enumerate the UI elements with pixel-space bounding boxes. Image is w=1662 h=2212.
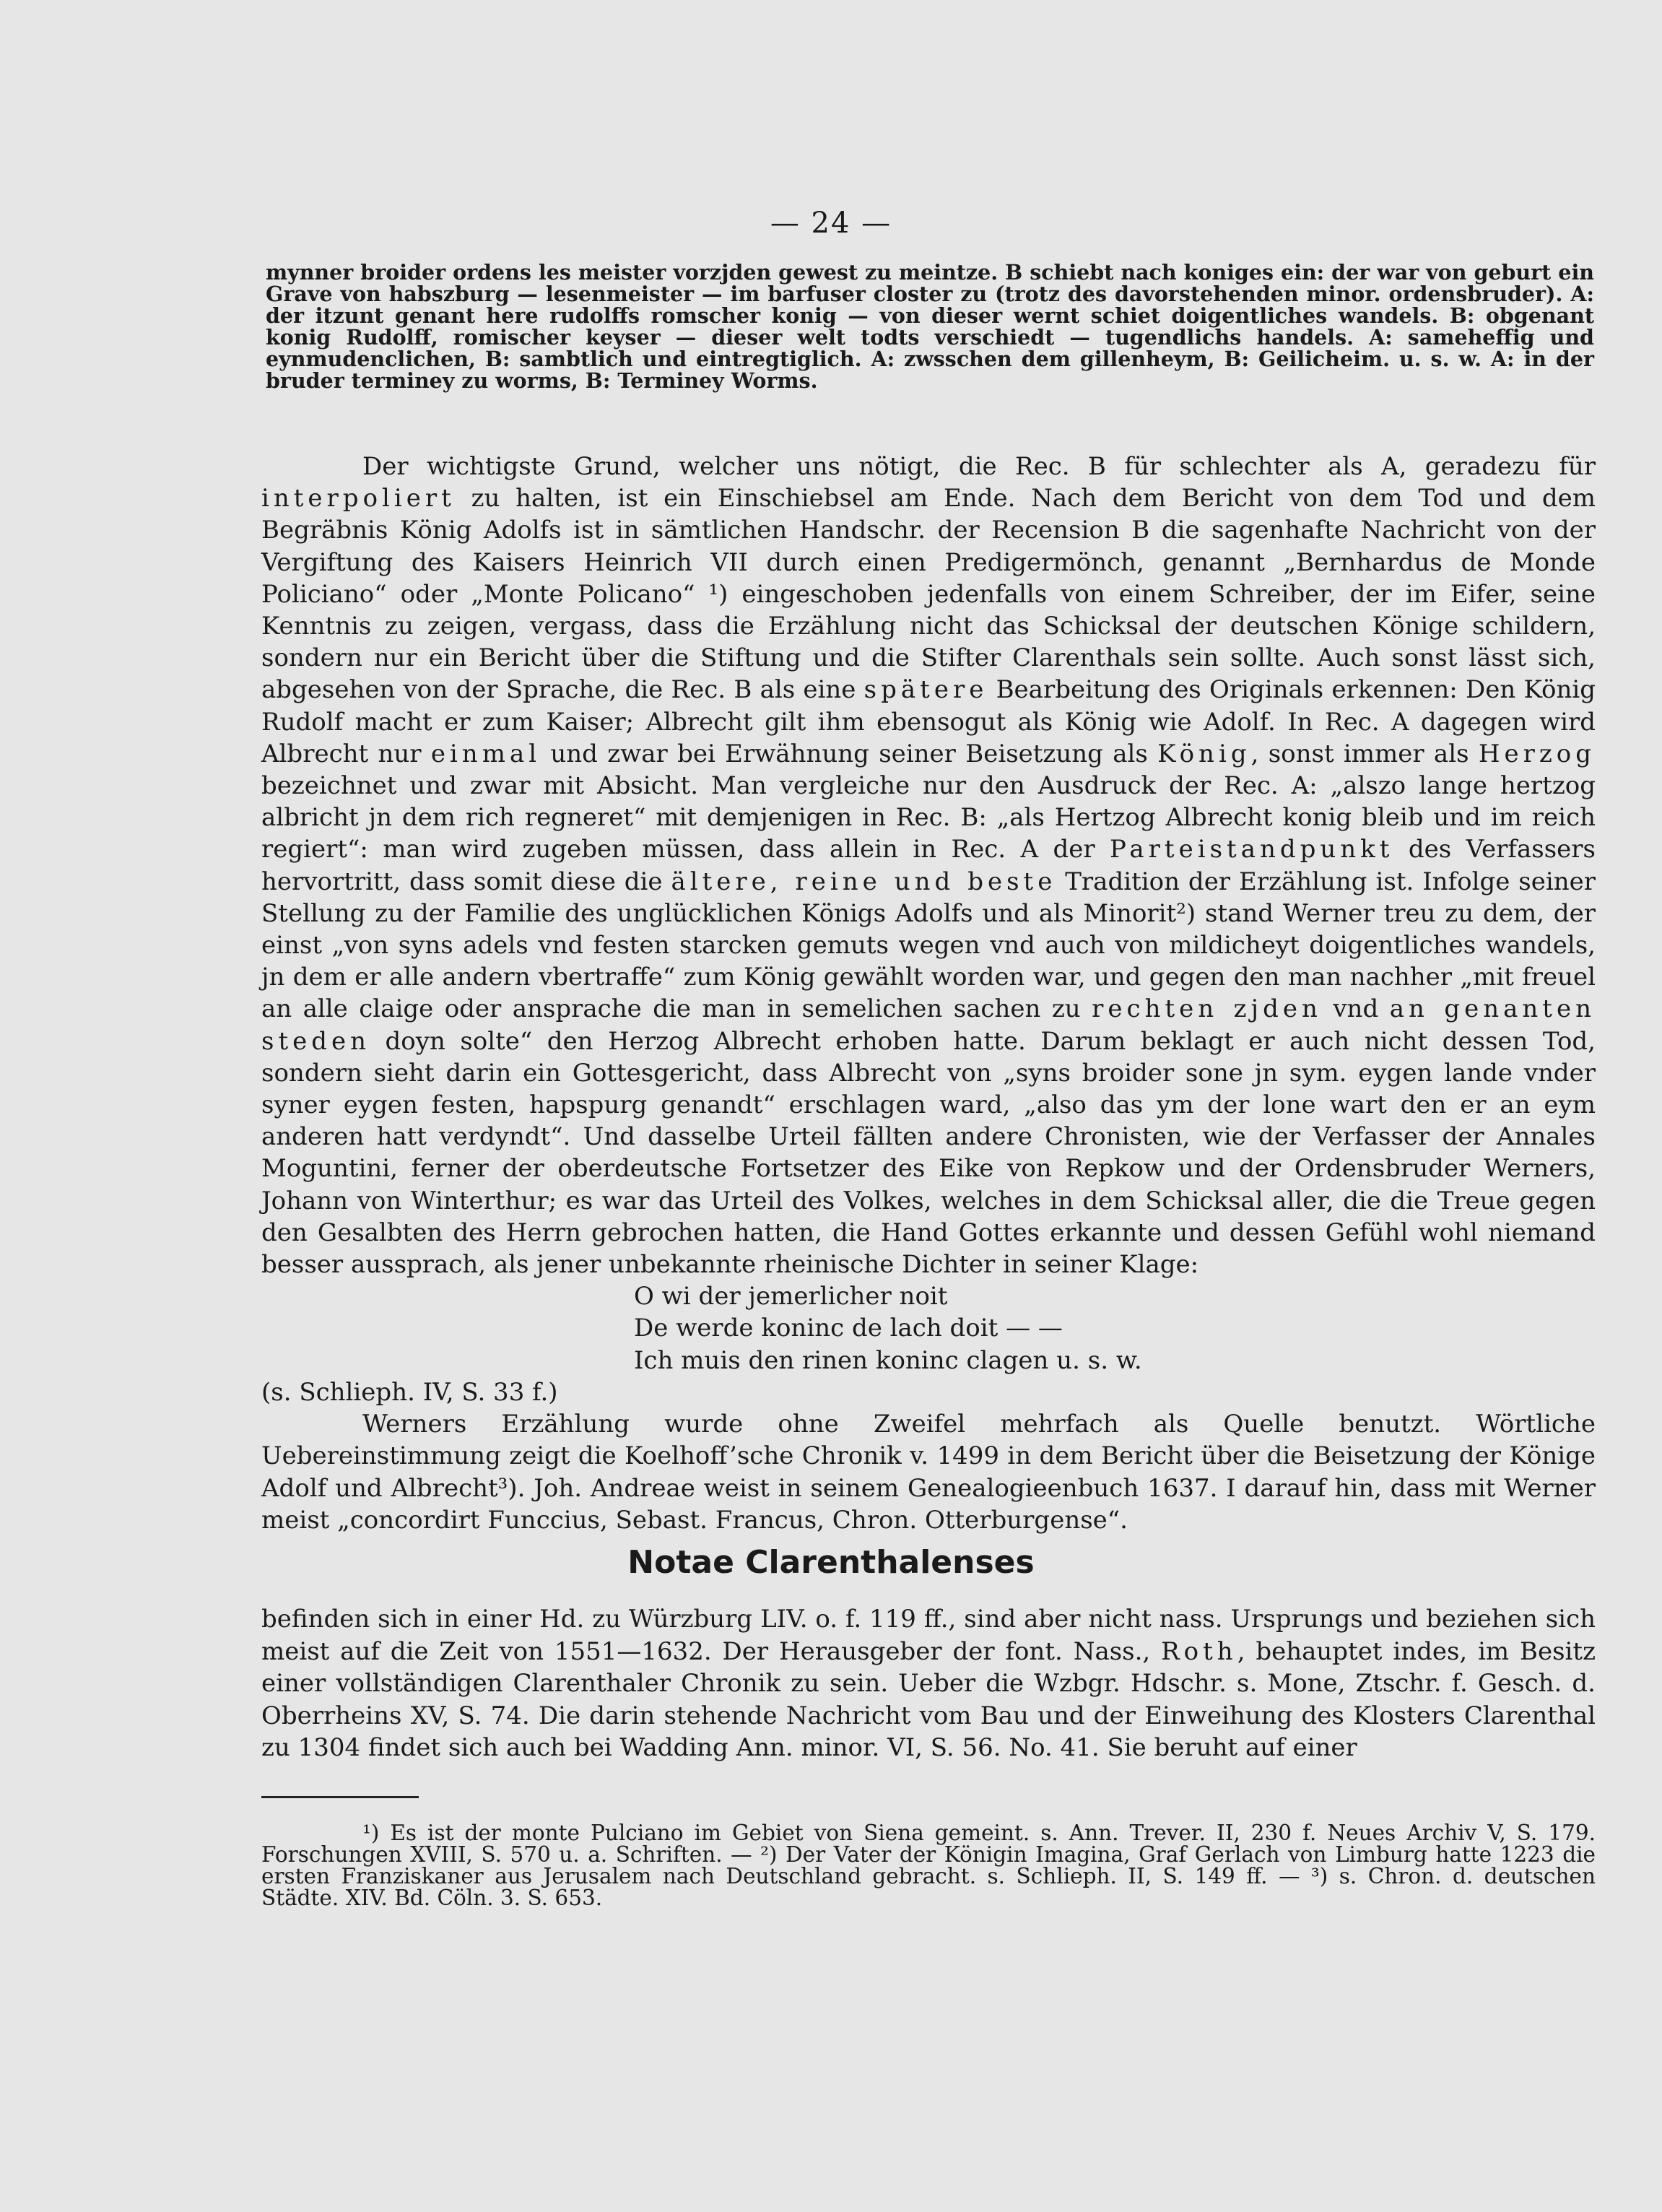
footnotes	[261, 1822, 1596, 1909]
body-paragraph-1: Der wichtigste Grund, welcher uns nötigt, die Rec. B für schlechter als A, geradezu für interpoliert zu halten, ist ein Einschiebsel am Ende. Nach dem Bericht von dem Tod und dem Begräbnis König Adolfs ist in sämtlichen Handschr. der Recension B die sagenhafte Nachricht von der Vergiftung des Kaisers Heinrich VII durch einen Predigermönch, genannt „Bernhardus de Monde Policiano“ oder „Monte Policano“ ¹) eingeschoben jedenfalls von einem Schreiber, der im Eifer, seine Kenntnis zu zeigen, vergass, dass die Erzählung nicht das Schicksal der deutschen Könige schildern, sondern nur ein Bericht über die Stiftung und die Stifter Clarenthals sein sollte. Auch sonst lässt sich, abgesehen von der Sprache, die Rec. B als eine spätere Bearbeitung des Originals erkennen: Den König Rudolf macht er zum Kaiser; Albrecht gilt ihm ebensogut als König wie Adolf. In Rec. A dagegen wird Albrecht nur einmal und zwar bei Erwähnung seiner Beisetzung als König, sonst immer als Herzog bezeichnet und zwar mit Absicht. Man vergleiche nur den Ausdruck der Rec. A: „alszo lange hertzog albricht jn dem rich regneret“ mit demjenigen in Rec. B: „als Hertzog Albrecht konig bleib und im reich regiert“: man wird zugeben müssen, dass allein in Rec. A der Parteistandpunkt des Verfassers hervortritt, dass somit diese die ältere, reine und beste Tradition der Erzählung ist. Infolge seiner Stellung zu der Familie des unglücklichen Königs Adolfs und als Minorit²) stand Werner treu zu dem, der einst „von syns adels vnd festen starcken gemuts wegen vnd auch von mildicheyt doigentliches wandels, jn dem er alle andern vbertraffe“ zum König gewählt worden war, und gegen den man nachher „mit freuel an alle claige oder ansprache die man in semelichen sachen zu rechten zjden vnd an genanten steden doyn solte“ den Herzog Albrecht erhoben hatte. Darum beklagt er auch nicht dessen Tod, sondern sieht darin ein Gottesgericht, dass Albrecht von „syns broider sone jn sym. eygen lande vnder syner eygen festen, hapspurg genandt“ erschlagen ward, „also das ym der lone wart den er an eym anderen hatt verdyndt“. Und dasselbe Urteil fällten andere Chronisten, wie der Verfasser der Annales Moguntini, ferner der oberdeutsche Fortsetzer des Eike von Repkow und der Ordensbruder Werners, Johann von Winterthur; es war das Urteil des Volkes, welches in dem Schicksal aller, die die Treue gegen den Gesalbten des Herrn gebrochen hatten, die Hand Gottes erkannte und dessen Gefühl wohl niemand besser aussprach, als jener unbekannte rheinische Dichter in seiner Klage:	[261, 452, 1596, 1280]
main-body	[261, 451, 1596, 1536]
poem-quote	[634, 1280, 1596, 1376]
section-heading: Notae Clarenthalenses	[627, 1544, 1035, 1581]
body-paragraph-2: Werners Erzählung wurde ohne Zweifel mehrfach als Quelle benutzt. Wörtliche Uebereinstimmung zeigt die Koelhoff’sche Chronik v. 1499 in dem Bericht über die Beisetzung der Könige Adolf und Albrecht³). Joh. Andreae weist in seinem Genealogieenbuch 1637. I darauf hin, dass mit Werner meist „concordirt Funccius, Sebast. Francus, Chron. Otterburgense“.	[261, 1410, 1596, 1535]
poem-line: De werde koninc de lach doit — —	[634, 1314, 1063, 1343]
poem-line: Ich muis den rinen koninc clagen u. s. w.	[634, 1345, 1142, 1375]
footnote-divider	[261, 1796, 419, 1798]
poem-citation: (s. Schlieph. IV, S. 33 f.)	[261, 1377, 558, 1407]
section-paragraph: befinden sich in einer Hd. zu Würzburg LIV. o. f. 119 ff., sind aber nicht nass. Ursprungs und beziehen sich meist auf die Zeit von 1551—1632. Der Herausgeber der font. Nass., Roth, behauptet indes, im Besitz einer vollständigen Clarenthaler Chronik zu sein. Ueber die Wzbgr. Hdschr. s. Mone, Ztschr. f. Gesch. d. Oberrheins XV, S. 74. Die darin stehende Nachricht vom Bau und der Einweihung des Klosters Clarenthal zu 1304 findet sich auch bei Wadding Ann. minor. VI, S. 56. No. 41. Sie beruht auf einer	[261, 1605, 1596, 1762]
quoted-variants-paragraph: mynner broider ordens les meister vorzjden gewest zu meintze. B schiebt nach koniges ein: der war von geburt ein Grave von habszburg — lesenmeister — im barfuser closter zu (trotz des davorstehenden minor. ordensbruder). A: der itzunt genant here rudolffs romscher konig — von dieser wernt schiet doigentliches wandels. B: obgenant konig Rudolff, romischer keyser — dieser welt todts verschiedt — tugendlichs handels. A: sameheffig und eynmudenclichen, B: sambtlich und eintregtiglich. A: zwsschen dem gillenheym, B: Geilicheim. u. s. w. A: in der bruder terminey zu worms, B: Terminey Worms.	[266, 260, 1594, 393]
page-number: — 24 —	[770, 207, 892, 240]
poem-line: O wi der jemerlicher noit	[634, 1282, 948, 1311]
footnote-text: ¹) Es ist der monte Pulciano im Gebiet von Siena gemeint. s. Ann. Trever. II, 230 f. Neues Archiv V, S. 179. Forschungen XVIII, S. 570 u. a. Schriften. — ²) Der Vater der Königin Imagina, Graf Gerlach von Limburg hatte 1223 die ersten Franziskaner aus Jerusalem nach Deutschland gebracht. s. Schlieph. II, S. 149 ff. — ³) s. Chron. d. deutschen Städte. XIV. Bd. Cöln. 3. S. 653.	[261, 1821, 1596, 1910]
